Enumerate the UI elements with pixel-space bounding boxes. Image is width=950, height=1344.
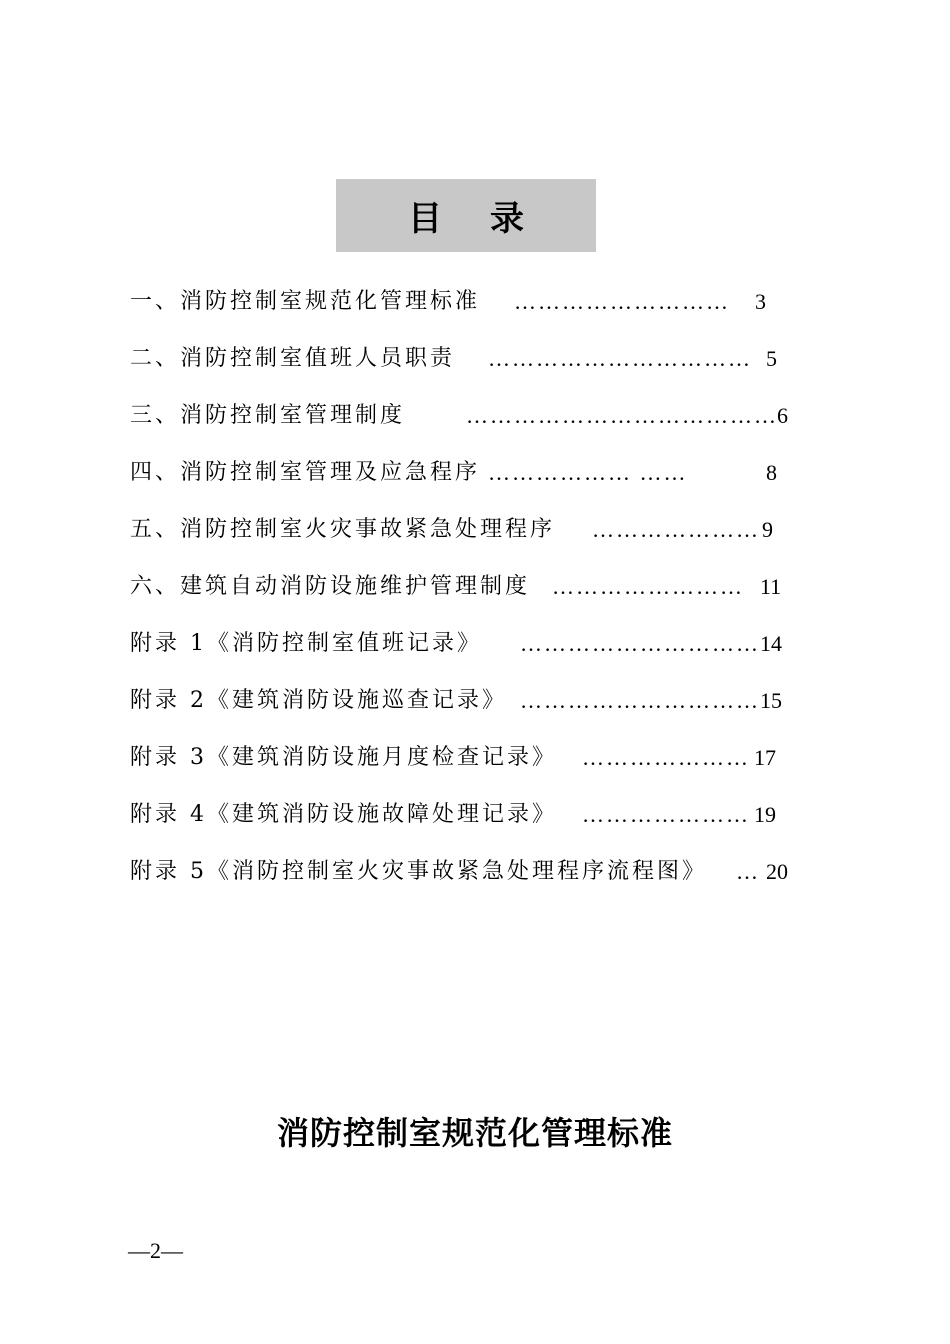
toc-entry-page: 3 [755,289,766,314]
toc-entry-label: 三、消防控制室管理制度 [130,403,406,428]
toc-entry-leader: … [736,859,760,884]
toc-entry-leader: ………………………………… [466,403,778,428]
toc-entry-leader: …………………… [552,574,744,599]
toc-entry-leader: …………………………… [488,346,752,371]
toc-entry-label: 附录 2《建筑消防设施巡查记录》 [130,688,507,713]
toc-entry-page: 20 [766,859,788,884]
toc-entry-page: 5 [766,346,777,371]
toc-entry-page: 15 [760,688,782,713]
toc-entry-leader: ………………… [592,517,760,542]
toc-entry-leader: ………………… [582,802,750,827]
toc-entry-page: 11 [760,574,782,599]
toc-entry-page: 17 [754,745,776,770]
toc-entry-label: 附录 5《消防控制室火灾事故紧急处理程序流程图》 [130,859,707,884]
toc-entry-label: 附录 3《建筑消防设施月度检查记录》 [130,745,557,770]
toc-entry-page: 9 [762,517,773,542]
toc-entry-label: 六、建筑自动消防设施维护管理制度 [130,574,531,599]
toc-entry-leader: ………………………… [520,688,760,713]
toc-entry-leader: ……………………… [514,289,730,314]
toc-entry-label: 四、消防控制室管理及应急程序 [130,460,481,485]
toc-entry-page: 8 [766,460,777,485]
toc-entry-label: 一、消防控制室规范化管理标准 [130,289,481,314]
toc-entry-page: 19 [754,802,776,827]
toc-entry-label: 二、消防控制室值班人员职责 [130,346,456,371]
section-heading: 消防控制室规范化管理标准 [276,1114,673,1152]
toc-entry-label: 附录 1《消防控制室值班记录》 [130,631,482,656]
toc-entry-label: 五、消防控制室火灾事故紧急处理程序 [130,517,556,542]
page-number: —2— [128,1238,183,1263]
toc-entry-label: 附录 4《建筑消防设施故障处理记录》 [130,802,557,827]
toc-entry-page: 6 [777,403,788,428]
toc-entry-leader: ………………………… [520,631,760,656]
toc-title: 目录 [408,199,572,239]
toc-entry-page: 14 [760,631,782,656]
toc-entry-leader: ……………… …… [488,460,688,485]
toc-entry-leader: ………………… [582,745,750,770]
